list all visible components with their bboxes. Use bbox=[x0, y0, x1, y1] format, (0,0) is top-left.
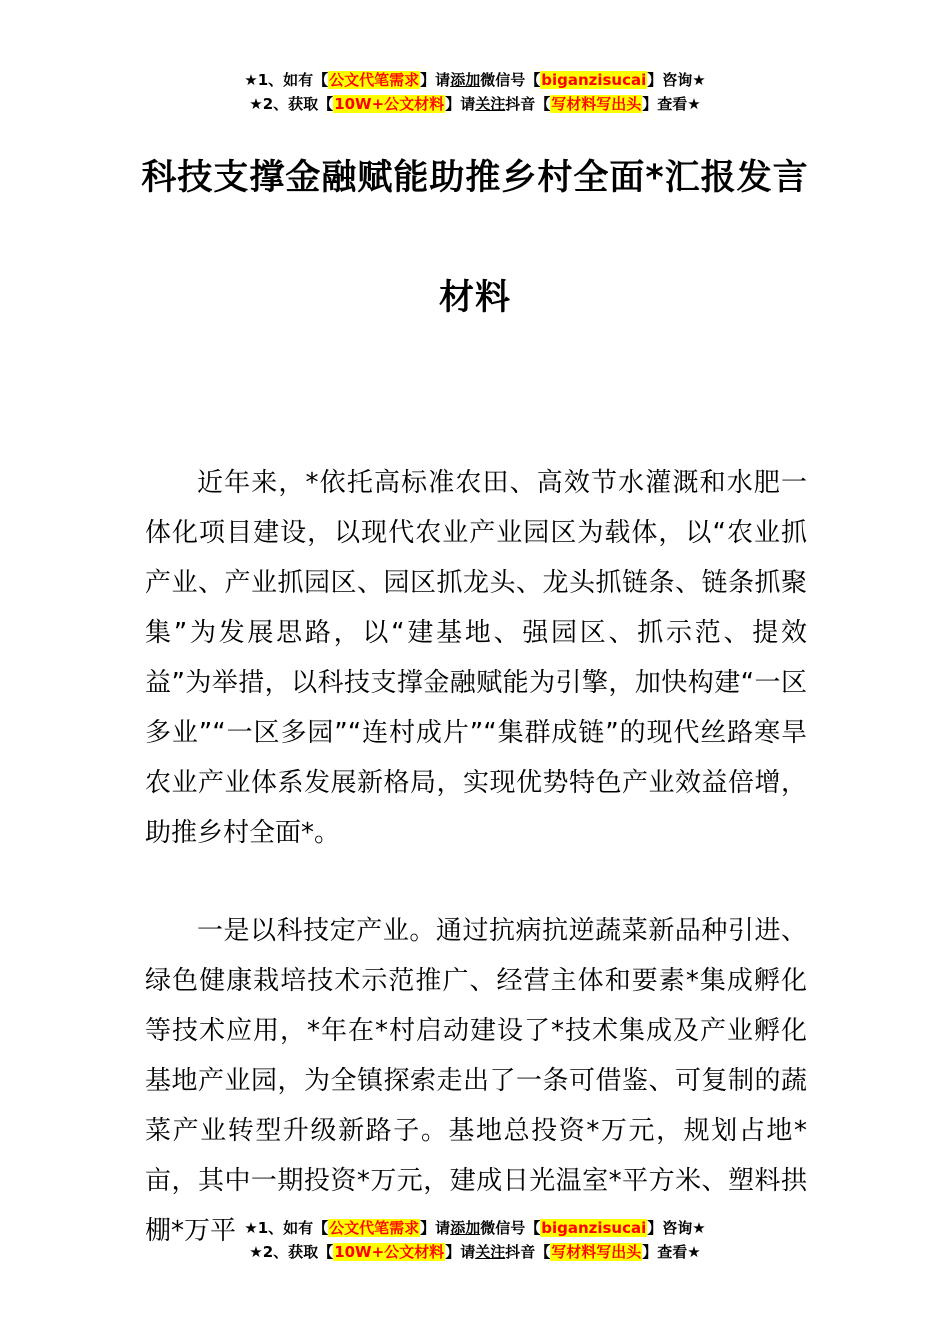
highlight-wechat-id: biganzisucai bbox=[541, 1219, 647, 1237]
banner-text: ★1、如有【 bbox=[244, 71, 329, 89]
banner-text: ★2、获取【 bbox=[249, 95, 334, 113]
body-paragraph-1: 近年来，*依托高标准农田、高效节水灌溉和水肥一体化项目建设，以现代农业产业园区为载体，以“农业抓产业、产业抓园区、园区抓龙头、龙头抓链条、链条抓聚集”为发展思路，以“建基地、强园区、抓示范、提效益”为举措，以科技支撑金融赋能为引擎，加快构建“一区多业”“一区多园”“连村成片”“集群成链”的现代丝路寒旱农业产业体系发展新格局，实现优势特色产业效益倍增，助推乡村全面*。 bbox=[145, 468, 807, 848]
header-banner bbox=[0, 68, 950, 116]
highlight-materials: 10W+公文材料 bbox=[334, 1243, 445, 1261]
footer-banner bbox=[0, 1216, 950, 1264]
banner-text: ★1、如有【 bbox=[244, 1219, 329, 1237]
highlight-service: 公文代笔需求 bbox=[329, 1219, 420, 1237]
banner-text: 】请 bbox=[445, 1243, 476, 1261]
banner-text: ★2、获取【 bbox=[249, 1243, 334, 1261]
highlight-wechat-id: biganzisucai bbox=[541, 71, 647, 89]
banner-line-2 bbox=[0, 1240, 950, 1264]
banner-line-2 bbox=[0, 92, 950, 116]
underline-follow: 关注 bbox=[475, 95, 506, 113]
underline-add: 添加 bbox=[450, 1219, 481, 1237]
banner-text: 】请 bbox=[420, 71, 451, 89]
highlight-douyin-id: 写材料写出头 bbox=[551, 95, 642, 113]
banner-text: 】查看★ bbox=[642, 1243, 701, 1261]
body-paragraph-2: 一是以科技定产业。通过抗病抗逆蔬菜新品种引进、绿色健康栽培技术示范推广、经营主体和要素*集成孵化等技术应用，*年在*村启动建设了*技术集成及产业孵化基地产业园，为全镇探索走出了一条可借鉴、可复制的蔬菜产业转型升级新路子。基地总投资*万元，规划占地*亩，其中一期投资*万元，建成日光温室*平方米、塑料拱棚*万平 bbox=[145, 916, 807, 1246]
banner-text: 抖音【 bbox=[505, 1243, 551, 1261]
banner-text: 】请 bbox=[445, 95, 476, 113]
document-title-line-2: 材料 bbox=[438, 278, 511, 318]
highlight-service: 公文代笔需求 bbox=[329, 71, 420, 89]
banner-line-1 bbox=[0, 68, 950, 92]
highlight-materials: 10W+公文材料 bbox=[334, 95, 445, 113]
highlight-douyin-id: 写材料写出头 bbox=[551, 1243, 642, 1261]
underline-follow: 关注 bbox=[475, 1243, 506, 1261]
banner-text: 】咨询★ bbox=[647, 71, 706, 89]
underline-add: 添加 bbox=[450, 71, 481, 89]
banner-text: 】请 bbox=[420, 1219, 451, 1237]
banner-text: 微信号【 bbox=[480, 1219, 541, 1237]
document-title-line-1: 科技支撑金融赋能助推乡村全面*汇报发言 bbox=[141, 158, 809, 198]
banner-text: 】咨询★ bbox=[647, 1219, 706, 1237]
banner-text: 】查看★ bbox=[642, 95, 701, 113]
banner-text: 微信号【 bbox=[480, 71, 541, 89]
banner-text: 抖音【 bbox=[505, 95, 551, 113]
banner-line-1 bbox=[0, 1216, 950, 1240]
